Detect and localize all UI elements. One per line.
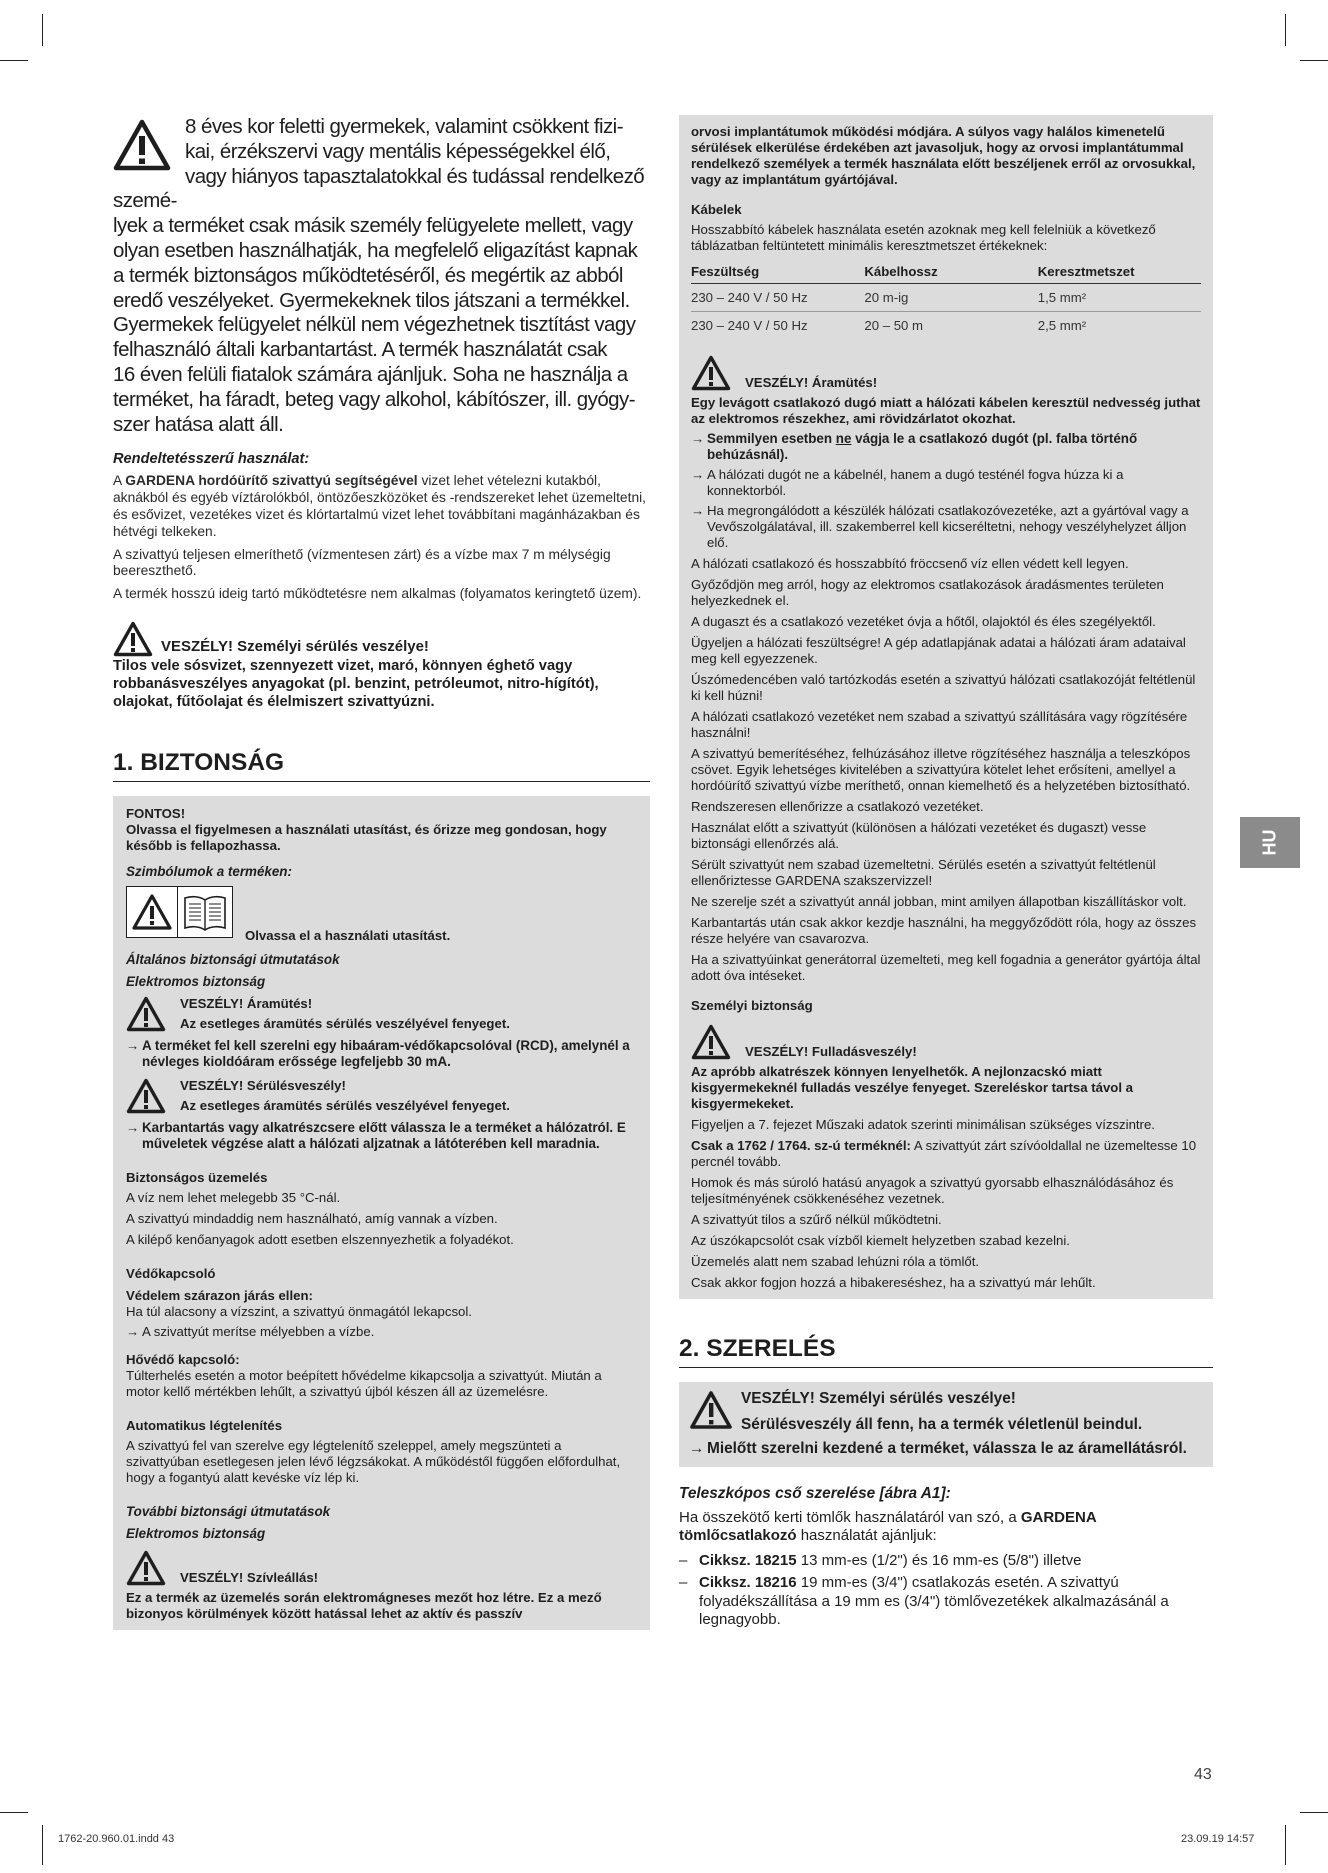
danger-title: VESZÉLY! Áramütés! xyxy=(180,995,313,1011)
symbols-row xyxy=(126,886,637,943)
safety-paragraph: Úszómedencében való tartózkodás esetén a szivattyú hálózati csatlakozóját feltétlenül ki kell húzni! xyxy=(691,672,1196,703)
instruction-item: → A hálózati dugót ne a kábelnél, hanem a dugó testénél fogva húzza ki a konnektorból. xyxy=(691,467,1124,498)
safety-paragraph: A dugaszt és a csatlakozó vezetéket óvja a hőtől, olajoktól és éles szegélyektől. xyxy=(691,614,1156,629)
arrow-right-icon: → xyxy=(691,467,705,482)
danger-title: VESZÉLY! Áramütés! xyxy=(745,375,878,390)
intro-line: vagy hiányos tapasztalatokkal és tudással rendelkező szemé- xyxy=(113,164,645,213)
warning-triangle-icon xyxy=(126,996,166,1032)
general-safety-heading: Általános biztonsági útmutatások xyxy=(126,951,340,967)
safety-paragraph: Csak akkor fogjon hozzá a hibakereséshez, ha a szivattyú már lehűlt. xyxy=(691,1275,1096,1290)
arrow-right-icon: → xyxy=(691,503,705,518)
intro-line: szer hatása alatt áll. xyxy=(113,412,284,436)
safety-paragraph: Üzemelés alatt nem szabad lehúzni róla a tömlőt. xyxy=(691,1254,980,1269)
list-item: – Cikksz. 18216 19 mm-es (3/4") csatlakozás esetén. A szivattyú folyadékszállítása a 19 mm es (3/4") tömlővezetékek alkalmazásánál a legnagyobb. xyxy=(679,1574,1169,1628)
protection-switch-heading: Védőkapcsoló xyxy=(126,1265,216,1281)
intro-line: 16 éven felüli fiatalok számára ajánljuk. Soha ne használja a xyxy=(113,362,628,386)
fontos-label: FONTOS! xyxy=(126,805,186,821)
intro-line: kai, érzékszervi vagy mentális képességekkel élő, xyxy=(185,139,611,163)
electrical-safety-heading: Elektromos biztonság xyxy=(126,973,266,989)
dash-bullet: – xyxy=(679,1574,688,1591)
table-row xyxy=(691,312,1201,340)
instruction-item: → Semmilyen esetben ne vágja le a csatlakozó dugót (pl. falba történő behúzásnál). xyxy=(691,431,1138,462)
intro-line: lyek a terméket csak másik személy felügyelete mellett, vagy xyxy=(113,214,633,238)
danger-text: Ez a termék az üzemelés során elektromágneses mezőt hoz létre. Ez a mező bizonyos körülmények között hatással lehet az aktív és passzív xyxy=(126,1589,602,1621)
arrow-right-icon: → xyxy=(126,1037,140,1053)
danger-title: VESZÉLY! Személyi sérülés veszélye! xyxy=(161,637,429,655)
danger-block xyxy=(691,355,1201,427)
danger-text: Az esetleges áramütés sérülés veszélyével fenyeget. xyxy=(180,1015,510,1031)
intro-line: olyan esetben használhatják, ha megfelelő eligazítást kapnak xyxy=(113,238,638,262)
arrow-right-icon: → xyxy=(689,1440,705,1457)
safety-paragraph: Az úszókapcsolót csak vízből kiemelt helyzetben szabad kezelni. xyxy=(691,1233,1070,1248)
symbols-caption: Olvassa el a használati utasítást. xyxy=(245,927,451,943)
section-rule xyxy=(679,1367,1213,1368)
crop-mark xyxy=(1300,60,1328,61)
safety-paragraph: Karbantartás után csak akkor kezdje használni, ha meggyőződött róla, hogy az összes része helyére van csavarozva. xyxy=(691,915,1197,946)
intended-use-paragraph: A termék hosszú ideig tartó működtetésre nem alkalmas (folyamatos keringtető üzem). xyxy=(113,586,642,602)
warning-triangle-icon xyxy=(131,893,173,931)
safety-gray-box-continued xyxy=(679,115,1213,1299)
telescope-text: Ha összekötő kerti tömlők használatáról van szó, a GARDENA tömlőcsatlakozó használatát ajánljuk: xyxy=(679,1508,1097,1544)
footer-file-name: 1762-20.960.01.indd 43 xyxy=(58,1833,175,1845)
crop-mark xyxy=(1285,1825,1286,1865)
safety-paragraph: Győződjön meg arról, hogy az elektromos csatlakozások áradásmentes területen helyezkednek el. xyxy=(691,577,1164,608)
intro-line: felhasználó általi karbantartást. A termék használatát csak xyxy=(113,338,608,362)
section-rule xyxy=(113,781,650,782)
safe-operation-text: A szivattyú mindaddig nem használható, amíg vannak a vízben. xyxy=(126,1210,498,1226)
safe-operation-heading: Biztonságos üzemelés xyxy=(126,1169,268,1185)
danger-block xyxy=(113,621,650,711)
cables-heading: Kábelek xyxy=(691,202,742,217)
warning-triangle-icon xyxy=(126,1078,166,1114)
intended-use-paragraph: A szivattyú teljesen elmeríthető (vízmentesen zárt) és a vízbe max 7 m mélységig beereszthető. xyxy=(113,546,611,579)
telescope-heading: Teleszkópos cső szerelése [ábra A1]: xyxy=(679,1484,951,1502)
safety-paragraph: Rendszeresen ellenőrizze a csatlakozó vezetéket. xyxy=(691,799,984,814)
venting-text: A szivattyú fel van szerelve egy légtelenítő szeleppel, amely megszünteti a szivattyúban esetlegesen jelen lévő légzsákokat. A működéstől függően előfordulhat, hogy a fogantyú alatt kevéske víz lép ki. xyxy=(126,1437,621,1485)
safety-paragraph: A hálózati csatlakozó vezetéket nem szabad a szivattyú szállítására vagy rögzítésére használni! xyxy=(691,709,1188,740)
danger-text: Az esetleges áramütés sérülés veszélyével fenyeget. xyxy=(180,1097,510,1113)
warning-triangle-icon xyxy=(126,1550,166,1586)
table-header-row xyxy=(691,258,1201,284)
section-1 xyxy=(113,749,650,782)
table-cell: 230 – 240 V / 50 Hz xyxy=(691,318,808,333)
personal-safety-heading: Személyi biztonság xyxy=(691,998,813,1013)
table-cell: 1,5 mm² xyxy=(1038,284,1201,312)
table-cell: 20 – 50 m xyxy=(864,318,924,333)
table-header: Keresztmetszet xyxy=(1038,258,1201,284)
safe-operation-text: A víz nem lehet melegebb 35 °C-nál. xyxy=(126,1189,341,1205)
list-item: – Cikksz. 18215 13 mm-es (1/2") és 16 mm-es (5/8") illetve xyxy=(679,1551,1082,1569)
crop-mark xyxy=(0,1812,28,1813)
crop-mark xyxy=(42,14,43,46)
thermal-switch-text: Túlterhelés esetén a motor beépített hővédelme kikapcsolja a szivattyút. Miután a motor kellő mértékben lehűlt, a szivattyú újból készen áll az üzemelésre. xyxy=(126,1367,602,1399)
safety-paragraph: A szivattyú bemerítéséhez, felhúzásához illetve rögzítéséhez használja a teleszkópos csövet. Egyik lehetséges kivitelében a szivattyúra kötelet lehet erősíteni, amellyel a hordóürítő szivattyú vízbe meríthető, onnan kiemelhető és a helyzetében biztosítható. xyxy=(691,746,1191,793)
table-cell: 20 m-ig xyxy=(864,284,1037,312)
electrical-safety-heading: Elektromos biztonság xyxy=(126,1525,266,1541)
danger-text: Egy levágott csatlakozó dugó miatt a hálózati kábelen keresztül nedvesség juthat az elektromos részekhez, ami rövidzárlatot okozhat. xyxy=(691,395,1201,426)
language-tab-label: HU xyxy=(1259,829,1280,856)
assembly-danger-box xyxy=(679,1382,1213,1467)
danger-block xyxy=(126,1550,637,1622)
venting-heading: Automatikus légtelenítés xyxy=(126,1417,283,1433)
symbol-box xyxy=(126,886,233,938)
further-safety-heading: További biztonsági útmutatások xyxy=(126,1503,331,1519)
page-number: 43 xyxy=(1194,1766,1212,1783)
intended-use-heading: Rendeltetésszerű használat: xyxy=(113,451,310,468)
danger-text: Az apróbb alkatrészek könnyen lenyelhetők. A nejlonzacskó miatt kisgyermekeknél fulladás veszélye fenyeget. Szereléskor tartsa távol a kisgyermekeket. xyxy=(691,1064,1134,1111)
safe-operation-text: A kilépő kenőanyagok adott esetben elszennyezhetik a folyadékot. xyxy=(126,1231,514,1247)
warning-triangle-icon xyxy=(691,1024,731,1060)
warning-triangle-icon xyxy=(113,621,153,657)
fontos-text: Olvassa el figyelmesen a használati utasítást, és őrizze meg gondosan, hogy később is fellapozhassa. xyxy=(126,821,607,853)
implant-warning-text: orvosi implantátumok működési módjára. A súlyos vagy halálos kimenetelű sérülések elkerülése érdekében azt javasoljuk, hogy az orvosi implantátummal rendelkező személyek a termék használata előtt beszéljenek erről az orvosukkal, vagy az implantátum gyártójával. xyxy=(691,124,1196,187)
right-column xyxy=(679,115,1213,1634)
warning-triangle-icon xyxy=(113,119,171,171)
intended-use-paragraph: A GARDENA hordóürítő szivattyú segítségével vizet lehet vételezni kutakból, aknákból és egyéb víztárolókból, öntözőeszközöket és -rendszereket lehet üzemeltetni, és esővizet, vezetékes vizet és klórtartalmú vizet lehet továbbítani magánházakban és hétvégi telkeken. xyxy=(113,473,647,539)
instruction-item: → A szivattyút merítse mélyebben a vízbe. xyxy=(126,1323,375,1339)
danger-text: Tilos vele sósvizet, szennyezett vizet, maró, könnyen éghető vagy robbanásveszélyes anyagokat (pl. benzint, petróleumot, nitro-hígítót), olajokat, fűtőolajat és élelmiszert szivattyúzni. xyxy=(113,657,599,710)
dry-run-heading: Védelem szárazon járás ellen: xyxy=(126,1287,313,1303)
safety-paragraph: Használat előtt a szivattyút (különösen a hálózati vezetéket és dugaszt) vesse biztonsági ellenőrzés alá. xyxy=(691,820,1147,851)
instruction-item: → A terméket fel kell szerelni egy hibaáram-védőkapcsolóval (RCD), amelynél a névleges kioldóáram erőssége legfeljebb 30 mA. xyxy=(126,1037,630,1069)
warning-triangle-icon xyxy=(689,1390,733,1430)
danger-block xyxy=(126,1078,637,1114)
safety-paragraph: Ha a szivattyúinkat generátorral üzemelteti, meg kell fogadnia a generátor gyártója által adott óva intéseket. xyxy=(691,952,1201,983)
danger-block xyxy=(689,1390,1203,1434)
intro-line: a termék biztonságos működtetéséről, és megértik az abból xyxy=(113,263,623,287)
safety-paragraph: A szivattyút tilos a szűrő nélkül működtetni. xyxy=(691,1212,942,1227)
crop-mark xyxy=(1285,14,1286,46)
danger-title: VESZÉLY! Szívleállás! xyxy=(180,1569,319,1585)
intro-warning xyxy=(113,115,650,437)
section-title: 2. SZERELÉS xyxy=(679,1335,836,1362)
danger-title: VESZÉLY! Személyi sérülés veszélye! xyxy=(741,1390,1016,1407)
danger-block xyxy=(126,996,637,1032)
arrow-right-icon: → xyxy=(126,1119,140,1135)
table-header: Feszültség xyxy=(691,258,864,284)
intro-line: eredő veszélyeket. Gyermekeknek tilos játszani a termékkel. xyxy=(113,288,630,312)
open-book-icon xyxy=(181,892,229,932)
dash-bullet: – xyxy=(679,1551,688,1569)
safety-paragraph: Figyeljen a 7. fejezet Műszaki adatok szerinti minimálisan szükséges vízszintre. xyxy=(691,1117,1155,1132)
intro-line: 8 éves kor feletti gyermekek, valamint csökkent fizi- xyxy=(185,115,623,138)
footer-timestamp: 23.09.19 14:57 xyxy=(1181,1833,1255,1845)
instruction-item: → Mielőtt szerelni kezdené a terméket, válassza le az áramellátásról. xyxy=(689,1440,1187,1457)
intro-line: Gyermekek felügyelet nélkül nem végezhetnek tisztítást vagy xyxy=(113,313,636,337)
cable-table xyxy=(691,258,1201,339)
left-column xyxy=(113,115,650,1630)
warning-triangle-icon xyxy=(691,355,731,391)
table-cell: 2,5 mm² xyxy=(1037,318,1087,333)
cables-text: Hosszabbító kábelek használata esetén azoknak meg kell felelniük a következő táblázatban feltüntetett minimális keresztmetszet értékeknek: xyxy=(691,222,1156,253)
intro-line: terméket, ha fáradt, beteg vagy alkohol, kábítószer, ill. gyógy- xyxy=(113,387,636,411)
safety-paragraph: Homok és más súroló hatású anyagok a szivattyú gyorsabb elhasználódásához és teljesítményének csökkenéséhez vezetnek. xyxy=(691,1175,1174,1206)
instruction-item: → Ha megrongálódott a készülék hálózati csatlakozóvezetéke, azt a gyártóval vagy a Vevőszolgálatával, ill. szakemberrel kell kicseréltetni, nehogy veszélyhelyzet álljon elő. xyxy=(691,503,1189,550)
table-cell: 230 – 240 V / 50 Hz xyxy=(691,284,864,312)
safety-paragraph: Sérült szivattyút nem szabad üzemeltetni. Sérülés esetén a szivattyút feltétlenül ellenőriztesse GARDENA szakszervizzel! xyxy=(691,857,1156,888)
danger-block xyxy=(691,1024,1201,1112)
safety-gray-box xyxy=(113,796,650,1630)
safety-paragraph: A hálózati csatlakozó és hosszabbító fröccsenő víz ellen védett kell legyen. xyxy=(691,556,1129,571)
symbols-heading: Szimbólumok a terméken: xyxy=(126,863,292,879)
danger-text: Sérülésveszély áll fenn, ha a termék véletlenül beindul. xyxy=(741,1416,1143,1433)
crop-mark xyxy=(1300,1812,1328,1813)
crop-mark xyxy=(0,60,28,61)
safety-paragraph: Ne szerelje szét a szivattyút annál jobban, mint amilyen állapotban kiszállításkor volt. xyxy=(691,894,1187,909)
safety-paragraph: Ügyeljen a hálózati feszültségre! A gép adatlapjának adatai a hálózati áram adataival meg kell egyezzenek. xyxy=(691,635,1186,666)
table-row xyxy=(691,284,1201,312)
section-title: 1. BIZTONSÁG xyxy=(113,748,285,776)
crop-mark xyxy=(42,1825,43,1865)
table-header: Kábelhossz xyxy=(864,258,1037,284)
danger-title: VESZÉLY! Fulladásveszély! xyxy=(745,1044,917,1059)
danger-title: VESZÉLY! Sérülésveszély! xyxy=(180,1077,346,1093)
arrow-right-icon: → xyxy=(126,1323,140,1339)
language-tab xyxy=(1240,817,1300,868)
safety-paragraph: Csak a 1762 / 1764. sz-ú terméknél: A szivattyút zárt szívóoldallal ne üzemeltesse 10 percnél tovább. xyxy=(691,1138,1197,1169)
arrow-right-icon: → xyxy=(691,431,705,446)
instruction-item: → Karbantartás vagy alkatrészcsere előtt válassza le a terméket a hálózatról. E műveletek végzése alatt a hálózati aljzatnak a látóterében kell maradnia. xyxy=(126,1119,626,1151)
dry-run-text: Ha túl alacsony a vízszint, a szivattyú önmagától lekapcsol. xyxy=(126,1303,472,1319)
thermal-switch-heading: Hővédő kapcsoló: xyxy=(126,1351,240,1367)
section-2 xyxy=(679,1335,1213,1368)
